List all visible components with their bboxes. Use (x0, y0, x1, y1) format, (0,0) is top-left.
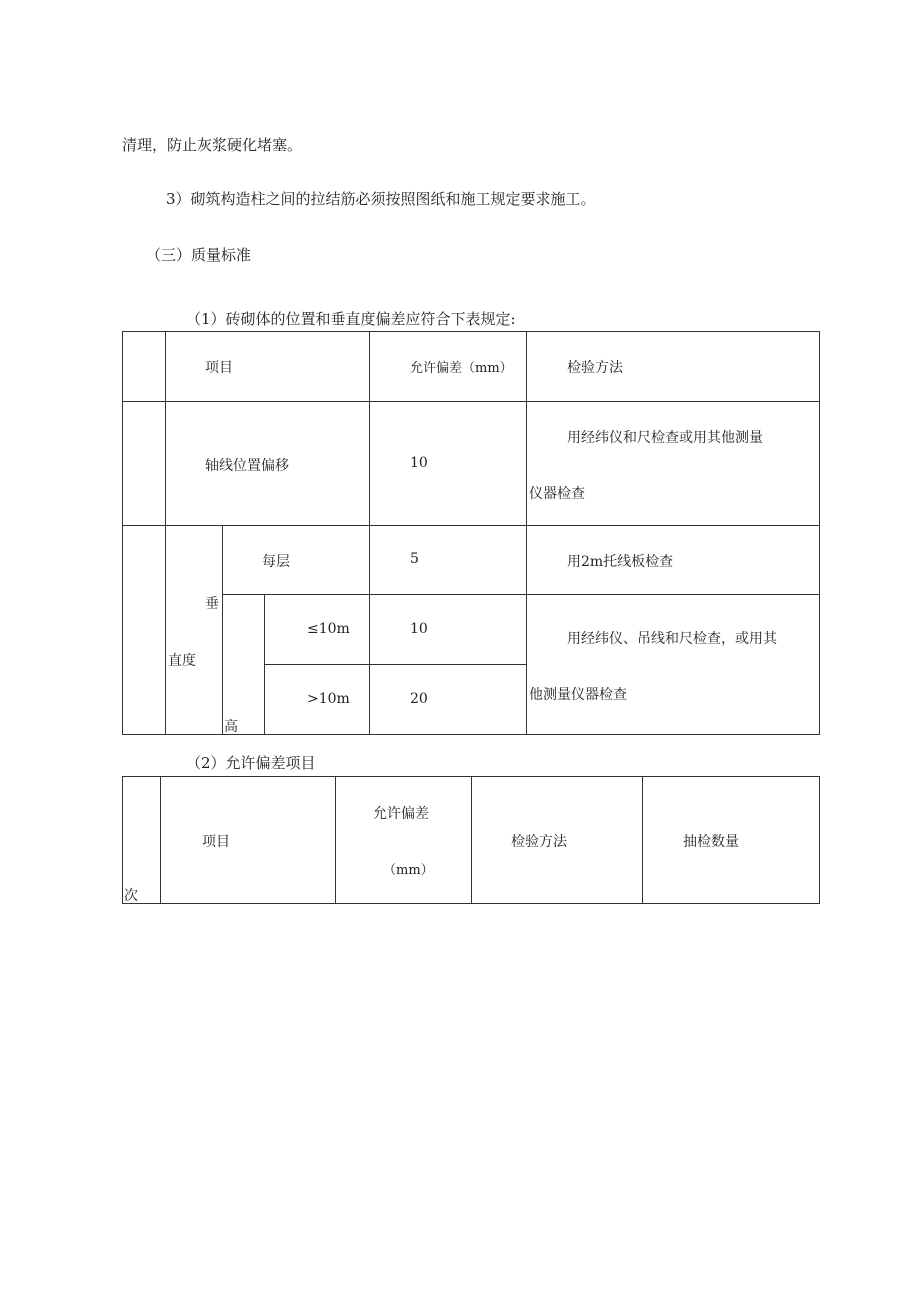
t2-header-item: 项目 (202, 834, 230, 850)
t1-axis-tolerance: 10 (410, 455, 428, 471)
table1-caption: （1）砖砌体的位置和垂直度偏差应符合下表规定: (186, 310, 516, 328)
t1-vertical-label-a: 垂 (205, 596, 219, 612)
section-heading: （三）质量标准 (146, 246, 252, 264)
t1-gt10-tolerance: 20 (410, 691, 428, 707)
t2-header-tolerance-line1: 允许偏差 (373, 806, 429, 822)
t1-gt10-label: >10m (307, 691, 350, 707)
paragraph-2: 3）砌筑构造柱之间的拉结筋必须按照图纸和施工规定要求施工。 (166, 190, 596, 208)
t1-header-item: 项目 (205, 360, 233, 376)
paragraph-1: 清理，防止灰浆硬化堵塞。 (122, 136, 303, 154)
t1-vertical-label-b: 直度 (168, 653, 196, 669)
t1-le10-label: ≤10m (307, 621, 350, 637)
t1-header-method: 检验方法 (567, 360, 623, 376)
t1-axis-method-line1: 用经纬仪和尺检查或用其他测量 (567, 430, 763, 446)
t1-per-floor-method: 用2m托线板检查 (567, 554, 674, 570)
t1-per-floor-label: 每层 (262, 554, 290, 570)
t1-height-label: 高 (224, 719, 238, 735)
t2-header-tolerance-line2: （mm） (383, 863, 434, 878)
t1-axis-item: 轴线位置偏移 (205, 458, 289, 474)
t1-axis-method-line2: 仪器检查 (529, 486, 585, 502)
table2-caption: （2）允许偏差项目 (186, 754, 316, 772)
t1-height-method-line2: 他测量仪器检查 (529, 687, 627, 703)
t2-header-index: 次 (124, 888, 138, 904)
t1-per-floor-tolerance: 5 (410, 551, 419, 567)
t1-le10-tolerance: 10 (410, 621, 428, 637)
t1-height-method-line1: 用经纬仪、吊线和尺检查，或用其 (567, 631, 777, 647)
t1-header-tolerance: 允许偏差（mm） (410, 361, 513, 376)
t2-header-method: 检验方法 (511, 834, 567, 850)
t2-header-sample: 抽检数量 (683, 834, 739, 850)
